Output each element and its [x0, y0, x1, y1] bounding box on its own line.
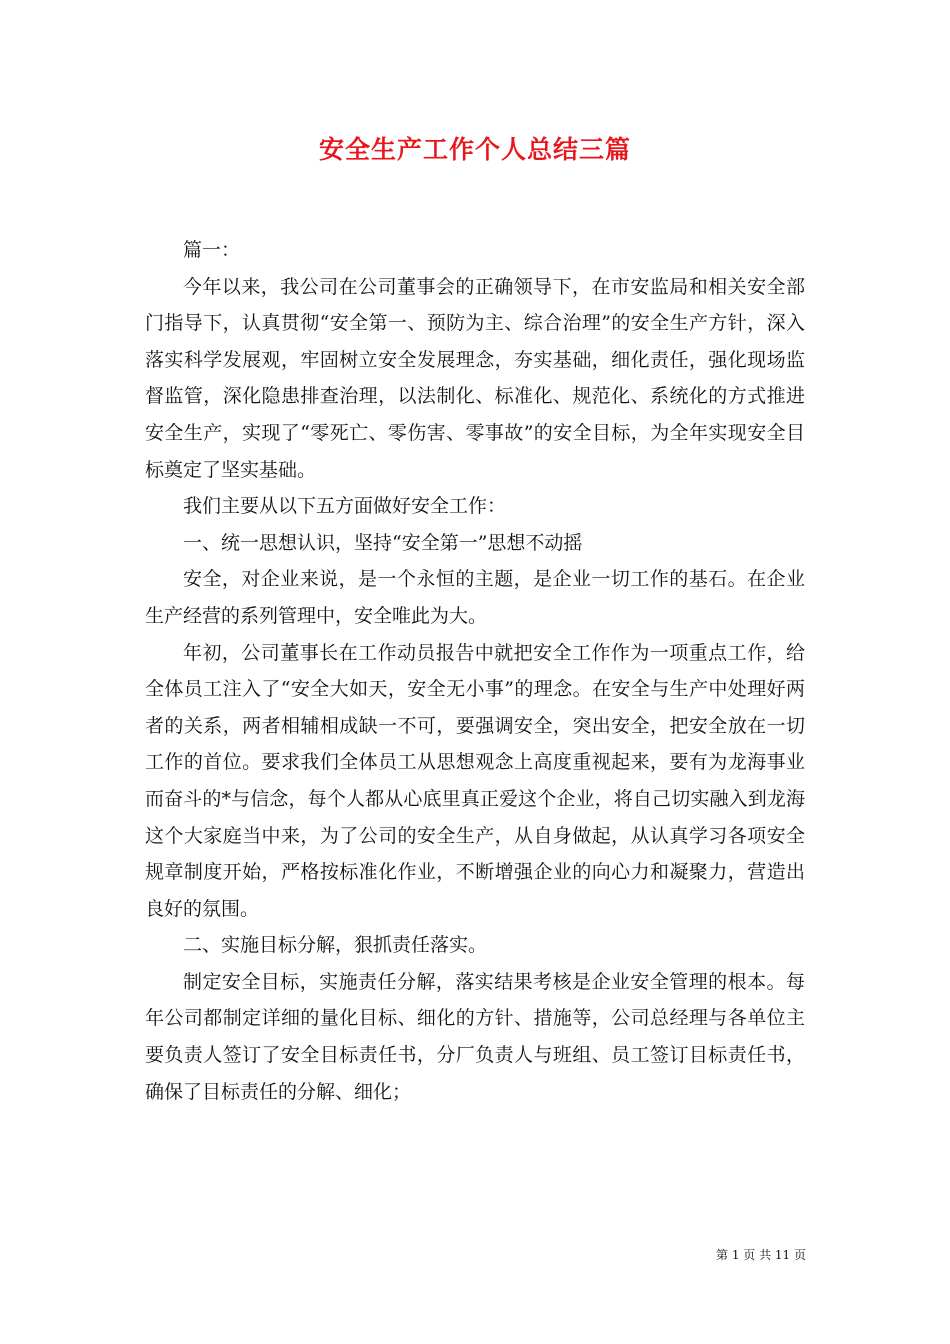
- paragraph-intro: 今年以来，我公司在公司董事会的正确领导下，在市安监局和相关安全部门指导下，认真贯彻“安全第一、预防为主、综合治理”的安全生产方针，深入落实科学发展观，牢固树立安全发展理念，夯实基础，细化责任，强化现场监督监管，深化隐患排查治理，以法制化、标准化、规范化、系统化的方式推进安全生产，实现了“零死亡、零伤害、零事故”的安全目标，为全年实现安全目标奠定了坚实基础。: [145, 275, 805, 481]
- document-body: [145, 232, 805, 1110]
- heading-section-one: 一、统一思想认识，坚持“安全第一”思想不动摇: [183, 531, 583, 554]
- paragraph-five-aspects: 我们主要从以下五方面做好安全工作：: [183, 495, 507, 518]
- paragraph-safety-theme: 安全，对企业来说，是一个永恒的主题，是企业一切工作的基石。在企业生产经营的系列管理中，安全唯此为大。: [145, 568, 805, 627]
- paragraph-chairman-report: 年初，公司董事长在工作动员报告中就把安全工作作为一项重点工作，给全体员工注入了“安全大如天，安全无小事”的理念。在安全与生产中处理好两者的关系，两者相辅相成缺一不可，要强调安全，突出安全，把安全放在一切工作的首位。要求我们全体员工从思想观念上高度重视起来，要有为龙海事业而奋斗的*与信念，每个人都从心底里真正爱这个企业，将自己切实融入到龙海这个大家庭当中来，为了公司的安全生产，从自身做起，从认真学习各项安全规章制度开始，严格按标准化作业，不断增强企业的向心力和凝聚力，营造出良好的氛围。: [145, 641, 805, 920]
- section-label: 篇一：: [183, 239, 241, 261]
- paragraph-target-decomposition: 制定安全目标，实施责任分解，落实结果考核是企业安全管理的根本。每年公司都制定详细的量化目标、细化的方针、措施等，公司总经理与各单位主要负责人签订了安全目标责任书，分厂负责人与班组、员工签订目标责任书，确保了目标责任的分解、细化；: [145, 970, 805, 1103]
- document-title: 安全生产工作个人总结三篇: [318, 135, 631, 164]
- page-number-footer: 第 1 页 共 11 页: [716, 1248, 806, 1262]
- heading-section-two: 二、实施目标分解，狠抓责任落实。: [183, 934, 488, 957]
